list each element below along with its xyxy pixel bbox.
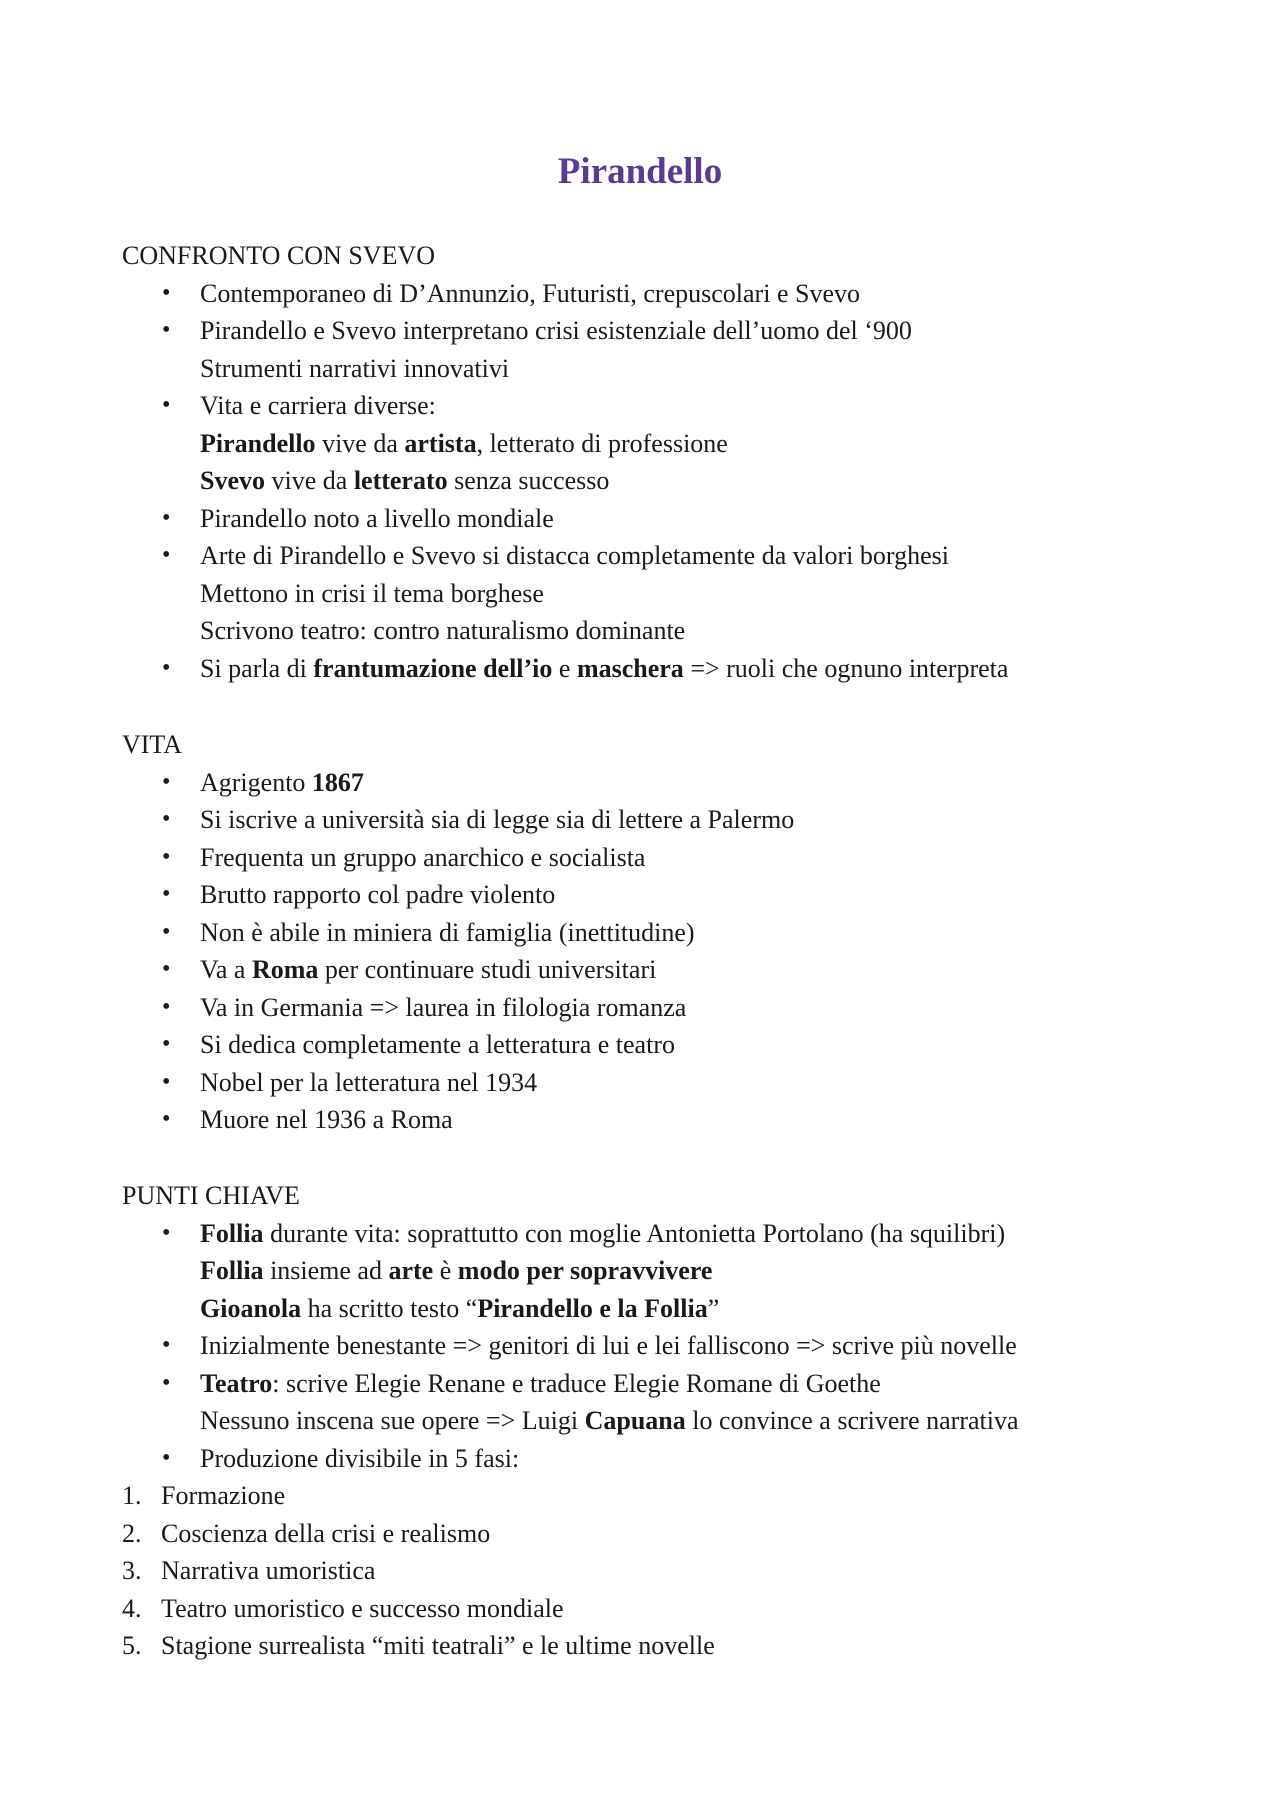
text-run: senza successo [447,466,610,495]
section-vita [122,726,1222,1139]
text-run: Agrigento [200,767,312,797]
bold-text: Svevo [200,466,265,495]
list-item [122,1327,1222,1365]
bullet-icon: • [162,1219,171,1246]
item-number: 1. [122,1481,142,1510]
text-line [200,275,1222,313]
bold-text: frantumazione dell’io [313,653,553,683]
list-item [122,1365,1222,1440]
bullet-icon: • [162,881,171,907]
list-item [122,537,1222,650]
text-run: => ruoli che ognuno interpreta [683,653,1009,683]
text-line [200,350,1222,388]
text-line [200,575,1222,613]
text-line [200,1365,1222,1403]
list-item [122,1064,1222,1102]
bullet-icon: • [162,654,171,681]
text-run: Pirandello e Svevo interpretano crisi esistenziale dell’uomo del ‘900 [200,316,912,345]
text-line [200,1064,1222,1102]
text-line [200,1101,1222,1139]
text-run: Muore nel 1936 a Roma [200,1105,453,1134]
item-text: Teatro umoristico e successo mondiale [161,1593,564,1623]
text-line [200,914,1222,952]
bold-text: Pirandello e la Follia [477,1293,708,1323]
text-run: : scrive Elegie Renane e traduce Elegie Romane di Goethe [272,1368,881,1398]
text-line [200,1215,1222,1253]
text-run: Brutto rapporto col padre violento [200,880,556,909]
list-item [122,1101,1222,1139]
bullet-icon: • [162,317,171,343]
bold-text: Gioanola [200,1293,302,1323]
text-run: Nobel per la letteratura nel 1934 [200,1067,538,1097]
text-line [200,500,1222,538]
list-item [122,876,1222,914]
bullet-list [122,275,1222,688]
item-number: 4. [122,1593,142,1623]
text-line [200,839,1222,877]
text-line [200,462,1222,500]
list-item [122,650,1222,688]
text-run: Va a [200,955,252,984]
bullet-icon: • [162,504,171,531]
list-item [122,951,1222,989]
list-item [122,500,1222,538]
text-run: ” [707,1293,720,1323]
text-line [200,312,1222,350]
text-run: Strumenti narrativi innovativi [200,353,510,383]
text-run: Non è abile in miniera di famiglia (inettitudine) [200,917,695,947]
bold-text: arte [388,1256,434,1285]
bold-text: artista [404,428,477,458]
item-text: Coscienza della crisi e realismo [161,1518,491,1548]
text-run: e [552,653,577,683]
bold-text: maschera [576,653,684,683]
list-item [122,914,1222,952]
bold-text: Pirandello [200,428,316,458]
text-line [200,951,1222,989]
text-run: Mettono in crisi il tema borghese [200,578,544,608]
text-line [200,1026,1222,1064]
text-run: vive da [315,428,405,458]
text-run: ha scritto testo “ [301,1293,478,1323]
numbered-item [122,1552,1222,1590]
list-item [122,275,1222,313]
bullet-icon: • [162,1332,171,1358]
numbered-item [122,1477,1222,1515]
text-run: Contemporaneo di D’Annunzio, Futuristi, crepuscolari e Svevo [200,278,860,308]
text-run: Si parla di [200,653,314,683]
text-run: insieme ad [263,1256,389,1285]
item-number: 2. [122,1518,142,1548]
bullet-icon: • [162,956,171,982]
list-item [122,989,1222,1027]
numbered-item [122,1627,1222,1665]
bullet-icon: • [162,279,171,306]
numbered-list [122,1477,1222,1665]
text-run: Si dedica completamente a letteratura e teatro [200,1030,675,1059]
text-run: Inizialmente benestante => genitori di lui e lei falliscono => scrive più novelle [200,1331,1017,1360]
text-run: è [433,1256,458,1285]
bold-text: Capuana [584,1406,686,1435]
section-heading: CONFRONTO CON SVEVO [122,241,436,270]
list-item [122,839,1222,877]
text-run: Frequenta un gruppo anarchico e socialista [200,842,646,872]
section-heading: VITA [122,730,183,759]
text-line [200,1290,1222,1328]
list-item [122,1215,1222,1328]
text-run: , letterato di professione [476,428,728,458]
text-line [200,612,1222,650]
text-line [200,989,1222,1027]
list-item [122,387,1222,500]
bullet-icon: • [162,1444,171,1471]
text-run: per continuare studi universitari [318,955,657,984]
item-number: 3. [122,1556,142,1585]
list-item [122,801,1222,839]
section-heading: PUNTI CHIAVE [122,1181,300,1210]
list-item [122,1440,1222,1478]
bold-text: Follia [200,1256,264,1285]
text-run: lo convince a scrivere narrativa [685,1406,1019,1435]
text-run: Pirandello noto a livello mondiale [200,503,554,533]
numbered-item [122,1515,1222,1553]
text-line [200,1327,1222,1365]
text-run: Nessuno inscena sue opere => Luigi [200,1406,585,1435]
text-line [200,764,1222,802]
item-text: Stagione surrealista “miti teatrali” e le ultime novelle [161,1631,715,1660]
text-line [200,876,1222,914]
text-run: Si iscrive a università sia di legge sia di lettere a Palermo [200,805,795,834]
bullet-icon: • [162,1031,171,1057]
bullet-icon: • [162,806,171,832]
text-line [200,1440,1222,1478]
list-item [122,764,1222,802]
numbered-item [122,1590,1222,1628]
item-text: Formazione [161,1481,286,1510]
bold-text: Teatro [200,1368,273,1398]
list-item [122,312,1222,387]
text-run: vive da [265,466,354,495]
bullet-icon: • [162,993,171,1020]
text-run: Produzione divisibile in 5 fasi: [200,1443,520,1473]
bullet-icon: • [162,542,171,568]
bullet-icon: • [162,392,171,418]
bold-text: Roma [251,955,319,984]
text-line [200,650,1222,688]
text-run: Scrivono teatro: contro naturalismo dominante [200,616,686,645]
item-number: 5. [122,1631,142,1660]
bullet-icon: • [162,1106,171,1132]
text-line [200,387,1222,425]
bold-text: 1867 [311,767,364,797]
item-text: Narrativa umoristica [161,1556,376,1585]
section-punti-chiave [122,1177,1222,1665]
section-confronto [122,237,1222,687]
bold-text: letterato [353,466,448,495]
bullet-list [122,764,1222,1139]
bullet-icon: • [162,1068,171,1095]
bullet-icon: • [162,768,171,795]
bold-text: Follia [200,1218,264,1248]
text-run: Vita e carriera diverse: [200,391,436,420]
text-line [200,801,1222,839]
text-run: Arte di Pirandello e Svevo si distacca completamente da valori borghesi [200,541,949,570]
bullet-icon: • [162,918,171,945]
bullet-icon: • [162,1369,171,1396]
text-line [200,1402,1222,1440]
bullet-icon: • [162,843,171,870]
text-run: durante vita: soprattutto con moglie Antonietta Portolano (ha squilibri) [263,1218,1006,1248]
text-line [200,425,1222,463]
text-run: Va in Germania => laurea in filologia romanza [200,992,687,1022]
bullet-list [122,1215,1222,1478]
text-line [200,1252,1222,1290]
bold-text: modo per sopravvivere [457,1256,713,1285]
page-title: Pirandello [557,151,723,192]
text-line [200,537,1222,575]
list-item [122,1026,1222,1064]
